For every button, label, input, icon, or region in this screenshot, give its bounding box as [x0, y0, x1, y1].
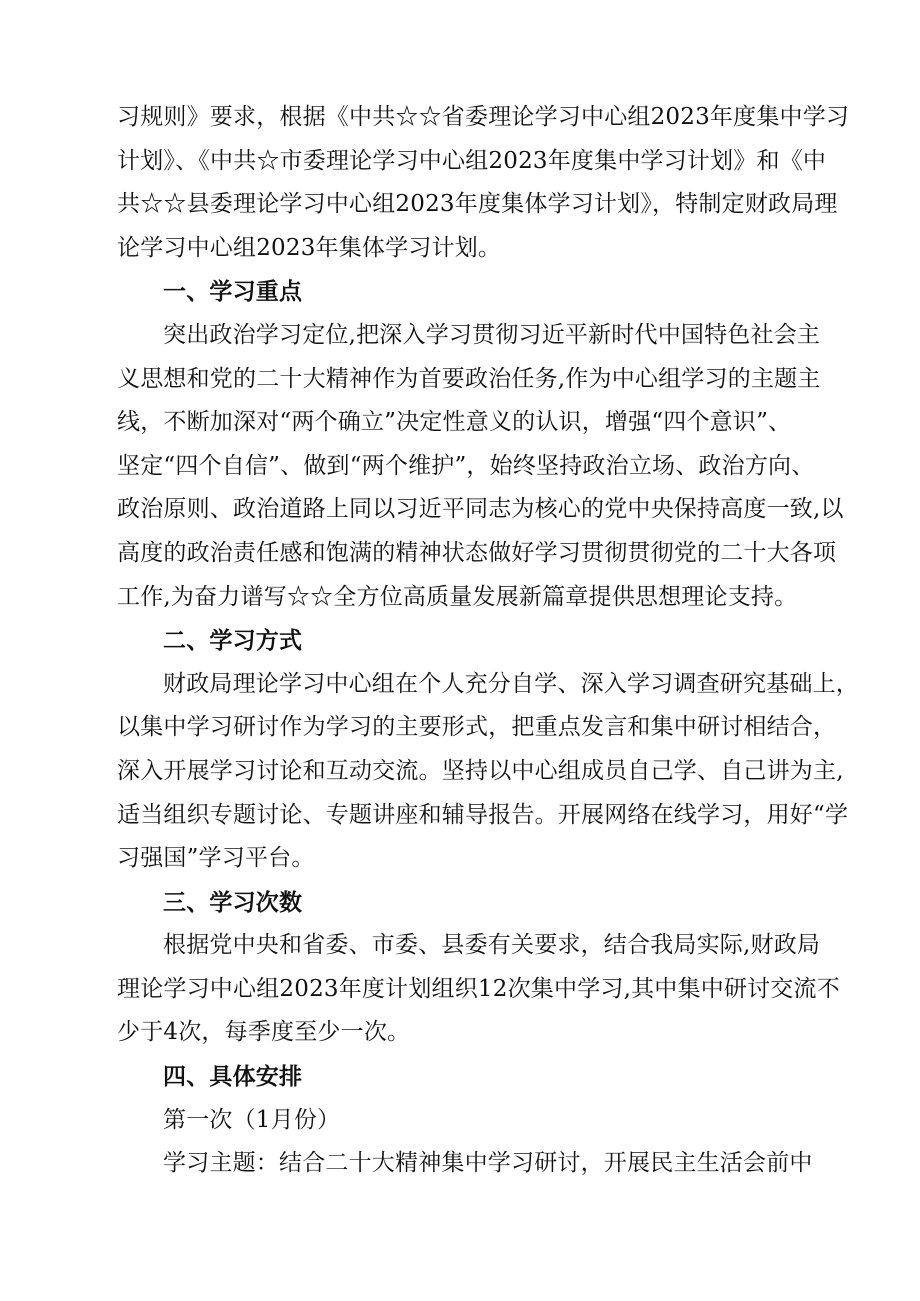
text-line: 政治原则、政治道路上同以习近平同志为核心的党中央保持高度一致,以: [117, 496, 844, 523]
text-line: 线，不断加深对“两个确立”决定性意义的认识，增强“四个意识”、: [117, 409, 792, 436]
text-line: 义思想和党的二十大精神作为首要政治任务,作为中心组学习的主题主: [117, 365, 821, 392]
text-line: 深入开展学习讨论和互动交流。坚持以中心组成员自己学、自己讲为主,: [117, 757, 844, 784]
text-line: 第一次（1月份）: [163, 1106, 341, 1133]
text-line: 财政局理论学习中心组在个人充分自学、深入学习调查研究基础上，: [163, 670, 859, 697]
text-line: 高度的政治责任感和饱满的精神状态做好学习贯彻贯彻党的二十大各项: [117, 539, 837, 566]
text-line: 少于4次，每季度至少一次。: [117, 1019, 411, 1046]
text-line: 共☆☆县委理论学习中心组2023年度集体学习计划》，特制定财政局理: [117, 191, 838, 218]
section-study-count: [117, 881, 840, 1055]
section-heading: 一、学习重点: [163, 278, 303, 306]
section-schedule: [117, 1055, 833, 1186]
text-line: 论学习中心组2023年集体学习计划。: [117, 234, 502, 261]
text-line: 以集中学习研讨作为学习的主要形式，把重点发言和集中研讨相结合，: [117, 714, 837, 741]
text-line: 习规则》要求，根据《中共☆☆省委理论学习中心组2023年度集中学习: [117, 104, 850, 130]
text-line: 根据党中央和省委、市委、县委有关要求，结合我局实际,财政局: [163, 932, 821, 959]
text-line: 突出政治学习定位,把深入学习贯彻习近平新时代中国特色社会主: [163, 321, 821, 348]
section-heading: 四、具体安排: [163, 1063, 303, 1091]
text-line: 理论学习中心组2023年度计划组织12次集中学习,其中集中研讨交流不: [117, 975, 840, 1002]
text-line: 工作,为奋力谱写☆☆全方位高质量发展新篇章提供思想理论支持。: [117, 583, 798, 610]
section-heading: 三、学习次数: [163, 888, 303, 916]
text-line: 坚定“四个自信”、做到“两个维护”，始终坚持政治立场、政治方向、: [117, 452, 815, 479]
text-line: 学习主题：结合二十大精神集中学习研讨，开展民主生活会前中: [163, 1150, 813, 1177]
section-study-focus: [117, 270, 844, 619]
text-line: 计划》、《中共☆市委理论学习中心组2023年度集中学习计划》和《中: [117, 147, 827, 174]
text-line: 适当组织专题讨论、专题讲座和辅导报告。开展网络在线学习，用好“学: [117, 801, 849, 828]
section-heading: 二、学习方式: [163, 627, 303, 655]
section-study-method: [117, 619, 859, 881]
document-page: [117, 96, 859, 1186]
intro-paragraph: [117, 96, 850, 270]
text-line: 习强国”学习平台。: [117, 845, 315, 872]
